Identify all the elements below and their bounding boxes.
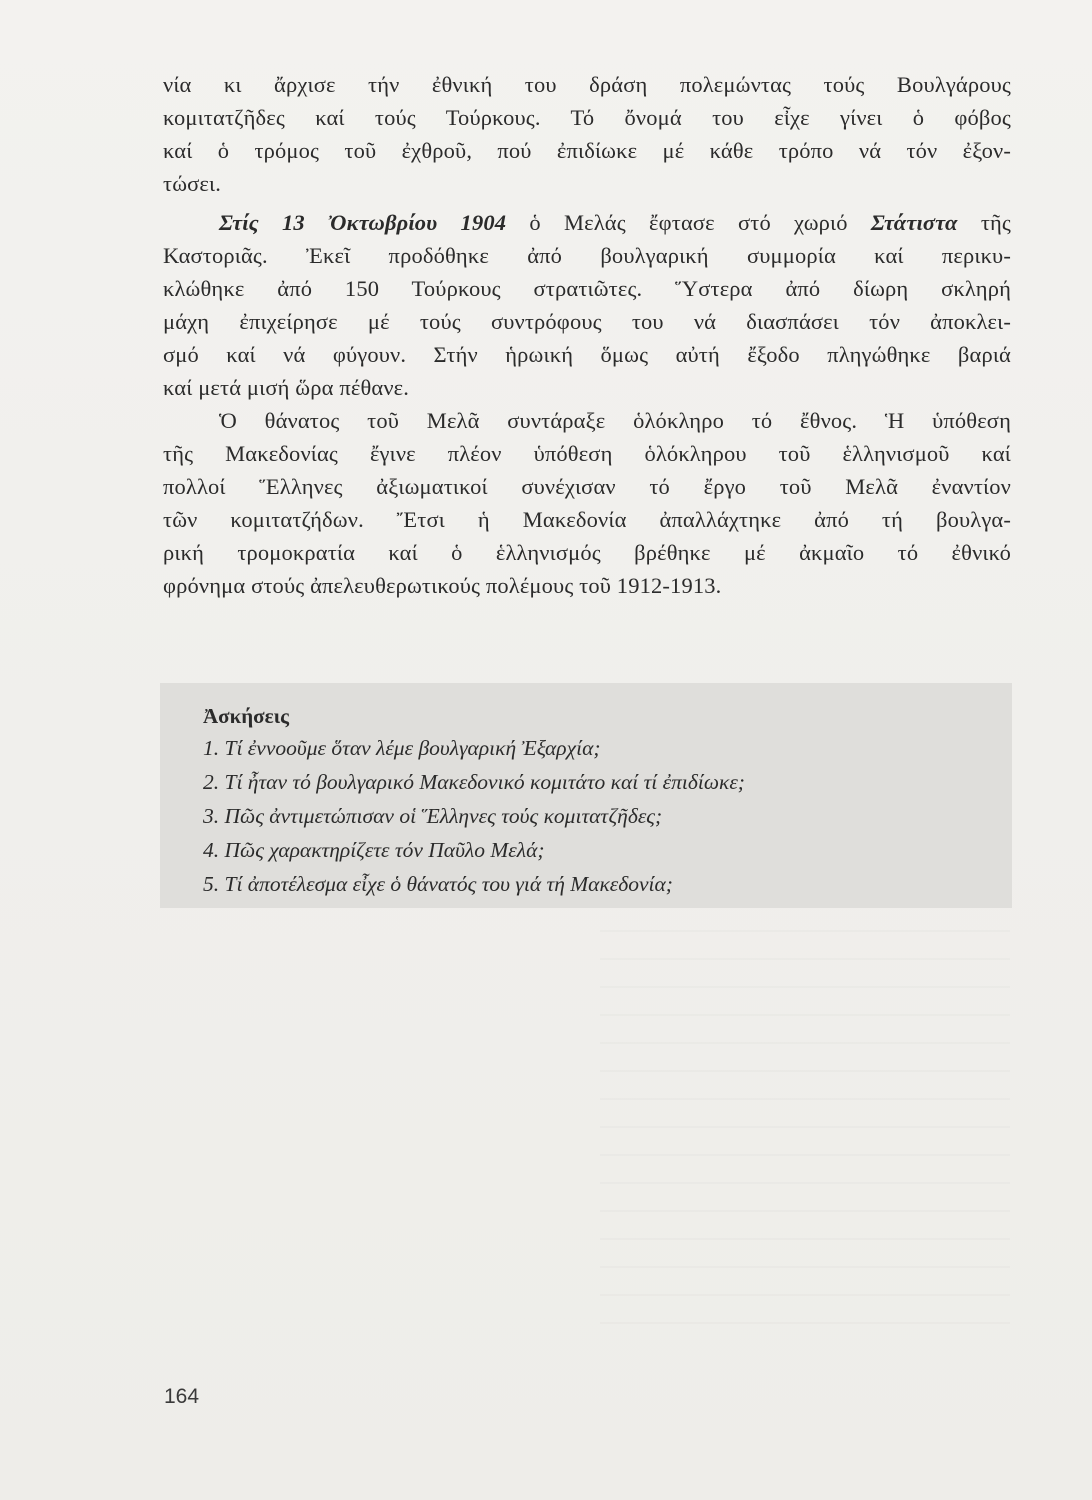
paragraph3-line: πολλοί Ἕλληνες ἀξιωματικοί συνέχισαν τό ἔργο τοῦ Μελᾶ ἐναντίον <box>163 474 1011 499</box>
exercises-title: Ἀσκήσεις <box>203 704 289 728</box>
paragraph3-line: ρική τρομοκρατία καί ὁ ἑλληνισμός βρέθηκε μέ ἀκμαῖο τό ἐθνικό <box>163 540 1011 565</box>
village-highlight: Στάτιστα <box>870 210 958 235</box>
paragraph2-first-line <box>163 206 1011 239</box>
paragraph1-line: τώσει. <box>163 171 222 196</box>
exercise-item: 4. Πῶς χαρακτηρίζετε τόν Παῦλο Μελά; <box>203 838 545 862</box>
exercise-item: 2. Τί ἦταν τό βουλγαρικό Μακεδονικό κομιτάτο καί τί ἐπιδίωκε; <box>203 770 745 794</box>
paragraph3-line: τῆς Μακεδονίας ἔγινε πλέον ὑπόθεση ὁλόκληρου τοῦ ἑλληνισμοῦ καί <box>163 441 1011 466</box>
paragraph2-line: μάχη ἐπιχείρησε μέ τούς συντρόφους του νά διασπάσει τόν ἀποκλει- <box>163 309 1011 334</box>
paragraph2-first-line-middle: ὁ Μελάς ἔφτασε στό χωριό <box>506 210 871 235</box>
page-number: 164 <box>164 1385 200 1408</box>
date-highlight: Στίς 13 Ὀκτωβρίου 1904 <box>219 210 507 235</box>
paragraph1-line: κομιτατζῆδες καί τούς Τούρκους. Τό ὄνομά του εἶχε γίνει ὁ φόβος <box>163 105 1011 130</box>
paragraph2-line: Καστοριᾶς. Ἐκεῖ προδόθηκε ἀπό βουλγαρική συμμορία καί περικυ- <box>163 243 1011 268</box>
exercise-item: 5. Τί ἀποτέλεσμα εἶχε ὁ θάνατός του γιά τή Μακεδονία; <box>203 872 673 896</box>
show-through-background <box>600 930 1010 1350</box>
exercise-item: 3. Πῶς ἀντιμετώπισαν οἱ Ἕλληνες τούς κομιτατζῆδες; <box>203 804 663 828</box>
exercise-item: 1. Τί ἐννοοῦμε ὅταν λέμε βουλγαρική Ἐξαρχία; <box>203 736 601 760</box>
paragraph1-line: νία κι ἄρχισε τήν ἐθνική του δράση πολεμώντας τούς Βουλγάρους <box>163 72 1011 97</box>
exercises-box <box>160 683 1012 908</box>
paragraph1-line: καί ὁ τρόμος τοῦ ἐχθροῦ, πού ἐπιδίωκε μέ κάθε τρόπο νά τόν ἐξον- <box>163 138 1011 163</box>
paragraph2-line: σμό καί νά φύγουν. Στήν ἡρωική ὅμως αὐτή ἔξοδο πληγώθηκε βαριά <box>163 342 1011 367</box>
body-text <box>163 68 1011 602</box>
paragraph2-line: κλώθηκε ἀπό 150 Τούρκους στρατιῶτες. Ὕστερα ἀπό δίωρη σκληρή <box>163 276 1011 301</box>
paragraph2-first-line-end: τῆς <box>957 210 1011 235</box>
paragraph3-line: Ὁ θάνατος τοῦ Μελᾶ συντάραξε ὁλόκληρο τό ἔθνος. Ἡ ὑπόθεση <box>219 408 1011 433</box>
paragraph3-line: τῶν κομιτατζήδων. Ἔτσι ἡ Μακεδονία ἀπαλλάχτηκε ἀπό τή βουλγα- <box>163 507 1011 532</box>
paragraph2-line: καί μετά μισή ὥρα πέθανε. <box>163 375 410 400</box>
paragraph3-line: φρόνημα στούς ἀπελευθερωτικούς πολέμους τοῦ 1912-1913. <box>163 573 722 598</box>
